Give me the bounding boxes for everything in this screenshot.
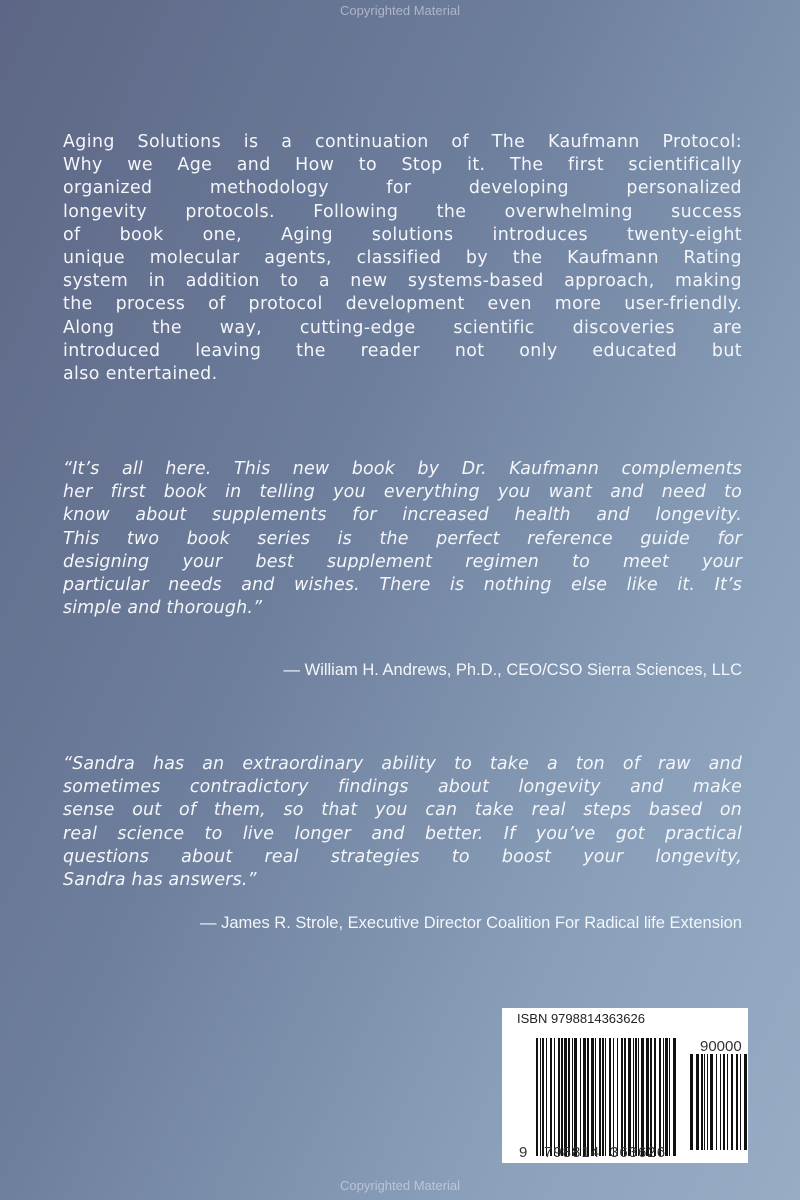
barcode-bar (540, 1038, 541, 1156)
barcode-bar (536, 1038, 538, 1156)
text-line: Why we Age and How to Stop it. The first scientifically (63, 155, 742, 176)
barcode-bar (624, 1038, 626, 1156)
text-line: Sandra has answers.” (63, 869, 257, 890)
watermark-top: Copyrighted Material (340, 3, 460, 18)
barcode-bar (690, 1054, 693, 1150)
text-line: “It’s all here. This new book by Dr. Kaufmann complements (63, 459, 742, 479)
barcode-bar (595, 1038, 596, 1156)
text-line: system in addition to a new systems-based approach, making (63, 271, 742, 292)
barcode-bar (723, 1054, 725, 1150)
text-line: Along the way, cutting-edge scientific discoveries are (63, 317, 742, 338)
text-line: sometimes contradictory findings about longevity and make (63, 777, 742, 798)
text-line: her first book in telling you everything you want and need to (63, 482, 742, 503)
barcode-bar (731, 1054, 733, 1150)
barcode-bar (701, 1054, 703, 1150)
text-line: know about supplements for increased health and longevity. (63, 505, 742, 526)
text-line: This two book series is the perfect reference guide for (63, 528, 742, 549)
text-line: real science to live longer and better. If you’ve got practical (63, 823, 742, 844)
barcode-bars (502, 1008, 748, 1163)
barcode-bar (558, 1038, 560, 1156)
quote-strole-attribution: — James R. Strole, Executive Director Coalition For Radical life Extension (200, 914, 742, 932)
barcode-bar (568, 1038, 570, 1156)
barcode-digits-group1: 798814 (544, 1144, 601, 1161)
barcode-bar (613, 1038, 614, 1156)
barcode-bar (542, 1038, 544, 1156)
barcode-bar (617, 1038, 618, 1156)
barcode-bar (635, 1038, 637, 1156)
barcode-bar (561, 1038, 563, 1156)
barcode-bar (659, 1038, 661, 1156)
barcode-bar (550, 1038, 552, 1156)
barcode-bar (704, 1054, 705, 1150)
text-line: sense out of them, so that you can take real steps based on (63, 800, 742, 821)
barcode-bar (546, 1038, 547, 1156)
text-line: of book one, Aging solutions introduces twenty-eight (63, 224, 742, 245)
barcode-bar (665, 1038, 668, 1156)
barcode-bar (650, 1038, 652, 1156)
isbn-barcode (502, 1008, 748, 1163)
quote-strole (63, 753, 742, 892)
barcode-bar (580, 1038, 581, 1156)
barcode-bar (654, 1038, 656, 1156)
text-line: the process of protocol development even more user-friendly. (63, 294, 742, 315)
text-line: organized methodology for developing personalized (63, 178, 742, 199)
barcode-bar (574, 1038, 577, 1156)
barcode-bar (663, 1038, 664, 1156)
text-line: longevity protocols. Following the overwhelming success (63, 201, 742, 222)
barcode-bar (591, 1038, 594, 1156)
barcode-bar (710, 1054, 713, 1150)
barcode-bar (554, 1038, 555, 1156)
text-line: particular needs and wishes. There is nothing else like it. It’s (63, 574, 742, 595)
isbn-label: ISBN 9798814363626 (517, 1011, 645, 1026)
quote-andrews-attribution: — William H. Andrews, Ph.D., CEO/CSO Sierra Sciences, LLC (283, 661, 742, 679)
barcode-bar (727, 1054, 728, 1150)
barcode-digits-group2: 363626 (610, 1144, 667, 1161)
barcode-bar (696, 1054, 699, 1150)
text-line: introduced leaving the reader not only educated but (63, 340, 742, 361)
book-description (63, 131, 742, 386)
barcode-bar (602, 1038, 604, 1156)
text-line: also entertained. (63, 363, 218, 384)
barcode-bar (673, 1038, 676, 1156)
barcode-bar (609, 1038, 611, 1156)
barcode-bar (628, 1038, 631, 1156)
text-line: unique molecular agents, classified by the Kaufmann Rating (63, 247, 742, 268)
barcode-bar (641, 1038, 644, 1156)
barcode-bar (638, 1038, 639, 1156)
price-addon: 90000 (700, 1038, 742, 1055)
quote-andrews (63, 458, 742, 620)
text-line: designing your best supplement regimen to meet your (63, 551, 742, 572)
barcode-bar (707, 1054, 708, 1150)
barcode-bar (599, 1038, 601, 1156)
barcode-bar (605, 1038, 606, 1156)
text-line: simple and thorough.” (63, 598, 263, 619)
barcode-bar (646, 1038, 649, 1156)
barcode-bar (587, 1038, 589, 1156)
watermark-bottom: Copyrighted Material (340, 1178, 460, 1193)
barcode-bar (633, 1038, 634, 1156)
barcode-bar (716, 1054, 717, 1150)
barcode-bar (669, 1038, 670, 1156)
barcode-bar (736, 1054, 738, 1150)
text-line: “Sandra has an extraordinary ability to take a ton of raw and (63, 754, 742, 774)
barcode-digit-first: 9 (519, 1144, 528, 1161)
barcode-bar (720, 1054, 721, 1150)
text-line: questions about real strategies to boost your longevity, (63, 846, 742, 867)
barcode-bar (572, 1038, 573, 1156)
barcode-bar (744, 1054, 747, 1150)
text-line: Aging Solutions is a continuation of The Kaufmann Protocol: (63, 132, 742, 152)
barcode-bar (583, 1038, 586, 1156)
barcode-bar (740, 1054, 741, 1150)
barcode-bar (564, 1038, 567, 1156)
barcode-bar (621, 1038, 623, 1156)
